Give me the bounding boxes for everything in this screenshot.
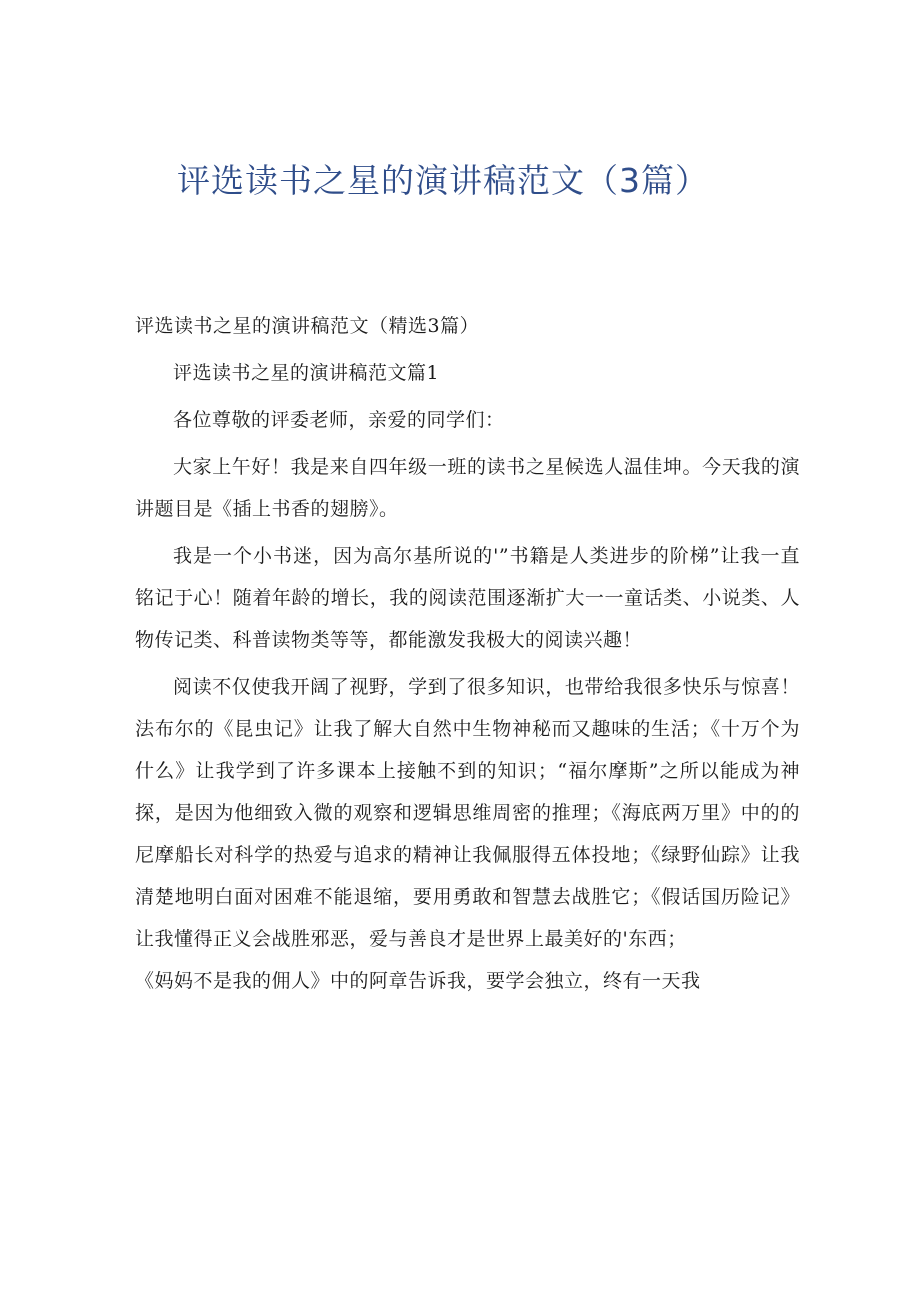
document-body <box>135 305 800 1007</box>
paragraph-greeting: 各位尊敬的评委老师，亲爱的同学们： <box>173 409 505 431</box>
paragraph-introduction: 大家上午好！我是来自四年级一班的读书之星候选人温佳坤。今天我的演讲题目是《插上书香的翅膀》。 <box>135 456 800 520</box>
paragraph-continuation: 《妈妈不是我的佣人》中的阿章告诉我，要学会独立，终有一天我 <box>135 970 701 992</box>
paragraph-section-heading: 评选读书之星的演讲稿范文篇1 <box>173 362 440 384</box>
paragraph-reading-benefits: 阅读不仅使我开阔了视野，学到了很多知识，也带给我很多快乐与惊喜！法布尔的《昆虫记》让我了解大自然中生物神秘而又趣味的生活；《十万个为什么》让我学到了许多课本上接触不到的知识；“福尔摩斯”之所以能成为神探，是因为他细致入微的观察和逻辑思维周密的推理；《海底两万里》中的的尼摩船长对科学的热爱与追求的精神让我佩服得五体投地；《绿野仙踪》让我清楚地明白面对困难不能退缩，要用勇敢和智慧去战胜它；《假话国历险记》让我懂得正义会战胜邪恶，爱与善良才是世界上最美好的'东西； <box>135 676 800 950</box>
paragraph-subtitle: 评选读书之星的演讲稿范文（精选3篇） <box>135 315 480 337</box>
paragraph-reading-interest: 我是一个小书迷，因为高尔基所说的'”书籍是人类进步的阶梯”让我一直铭记于心！随着年龄的增长，我的阅读范围逐渐扩大一一童话类、小说类、人物传记类、科普读物类等等，都能激发我极大的阅读兴趣！ <box>135 545 800 651</box>
document-title: 评选读书之星的演讲稿范文（3篇） <box>177 161 709 200</box>
